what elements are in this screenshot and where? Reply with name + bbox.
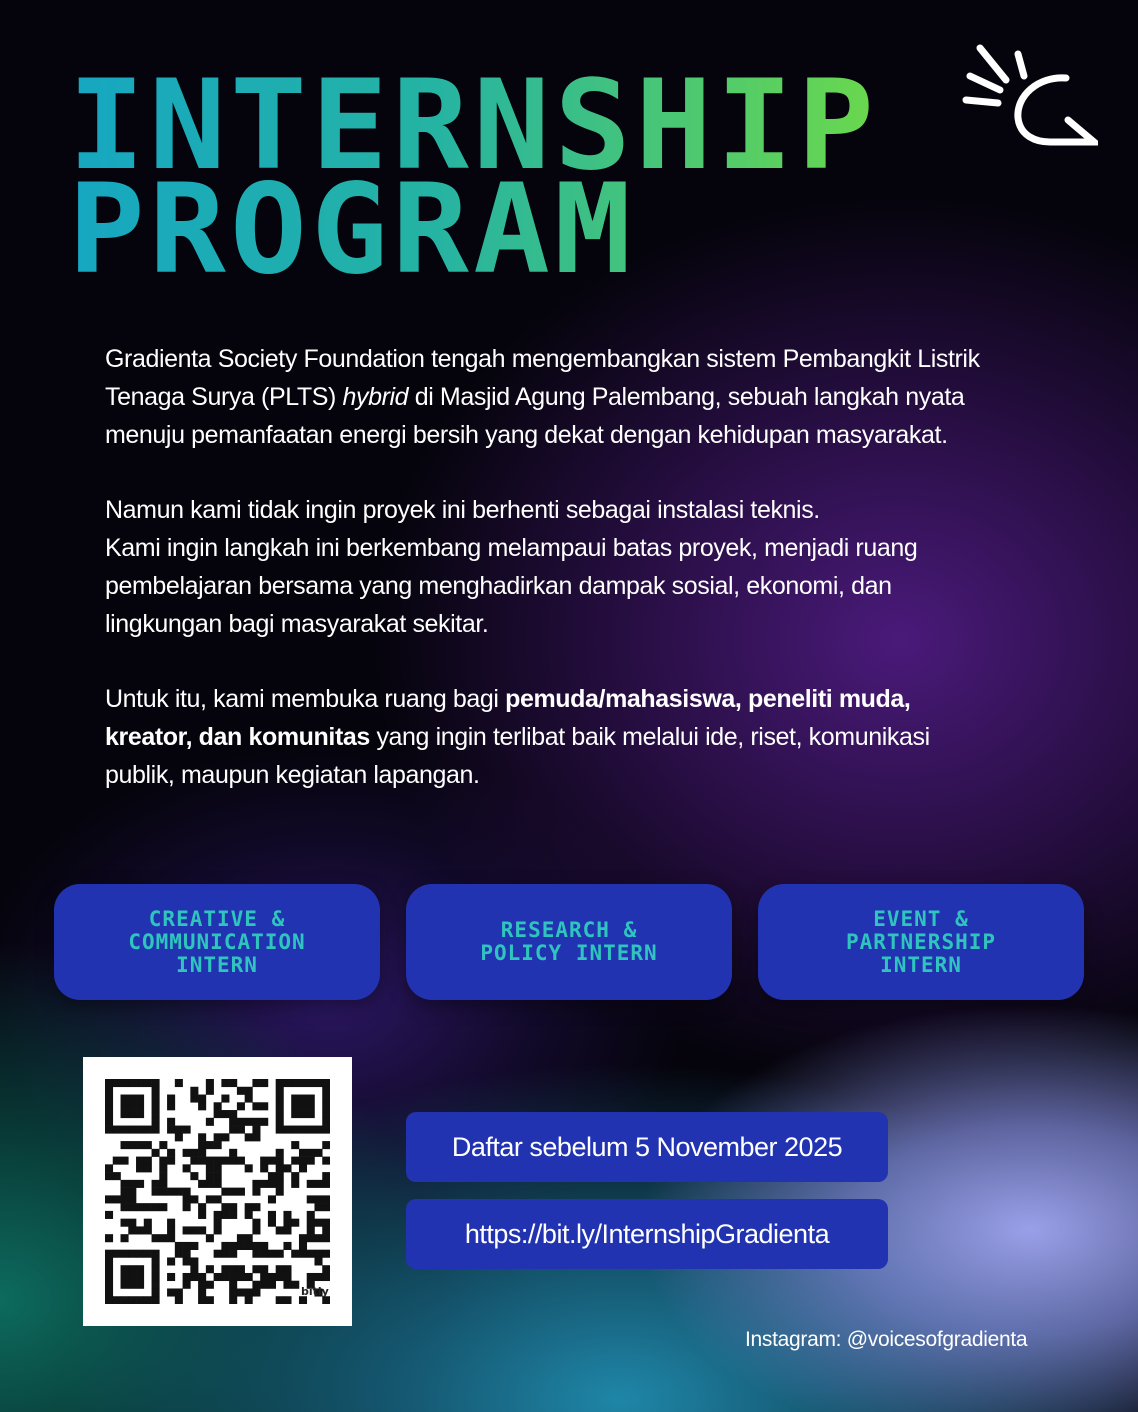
project-paragraph-line-1: Namun kami tidak ingin proyek ini berhenti sebagai instalasi teknis. bbox=[105, 496, 820, 524]
invitation-paragraph bbox=[105, 680, 985, 794]
intro-text-start: Gradienta Society Foundation tengah mengembangkan sistem Pembangkit Listrik Tenaga Surya (PLTS) bbox=[105, 345, 980, 411]
invitation-text-start: Untuk itu, kami membuka ruang bagi bbox=[105, 685, 506, 713]
event-partnership-intern-button[interactable]: EVENT & PARTNERSHIP INTERN bbox=[758, 884, 1084, 1000]
project-paragraph-line-2: Kami ingin langkah ini berkembang melampaui batas proyek, menjadi ruang pembelajaran bersama yang menghadirkan dampak sosial, ekonomi, dan lingkungan bagi masyarakat sekitar. bbox=[105, 534, 918, 638]
qr-code[interactable] bbox=[83, 1057, 352, 1326]
deadline-badge: Daftar sebelum 5 November 2025 bbox=[406, 1112, 888, 1182]
page-title bbox=[68, 54, 879, 302]
sunrise-g-logo-icon bbox=[958, 40, 1098, 152]
title-line-1: INTERNSHIP bbox=[68, 54, 879, 198]
intro-text-end: di Masjid Agung Palembang, sebuah langkah nyata menuju pemanfaatan energi bersih yang dekat dengan kehidupan masyarakat. bbox=[105, 383, 965, 449]
creative-communication-intern-button[interactable]: CREATIVE & COMMUNICATION INTERN bbox=[54, 884, 380, 1000]
intro-paragraph bbox=[105, 340, 985, 454]
invitation-text-end: yang ingin terlibat baik melalui ide, riset, komunikasi publik, maupun kegiatan lapangan. bbox=[105, 723, 930, 789]
research-policy-intern-button[interactable]: RESEARCH & POLICY INTERN bbox=[406, 884, 732, 1000]
bitly-label: bitly bbox=[301, 1285, 329, 1298]
intro-text-italic: hybrid bbox=[342, 383, 409, 411]
instagram-handle[interactable]: Instagram: @voicesofgradienta bbox=[745, 1328, 1028, 1351]
title-line-2: PROGRAM bbox=[68, 158, 636, 302]
invitation-text-bold: pemuda/mahasiswa, peneliti muda, kreator, dan komunitas bbox=[105, 685, 911, 751]
qr-code-pattern bbox=[105, 1079, 330, 1304]
description bbox=[105, 340, 985, 831]
registration-link[interactable]: https://bit.ly/InternshipGradienta bbox=[406, 1199, 888, 1269]
